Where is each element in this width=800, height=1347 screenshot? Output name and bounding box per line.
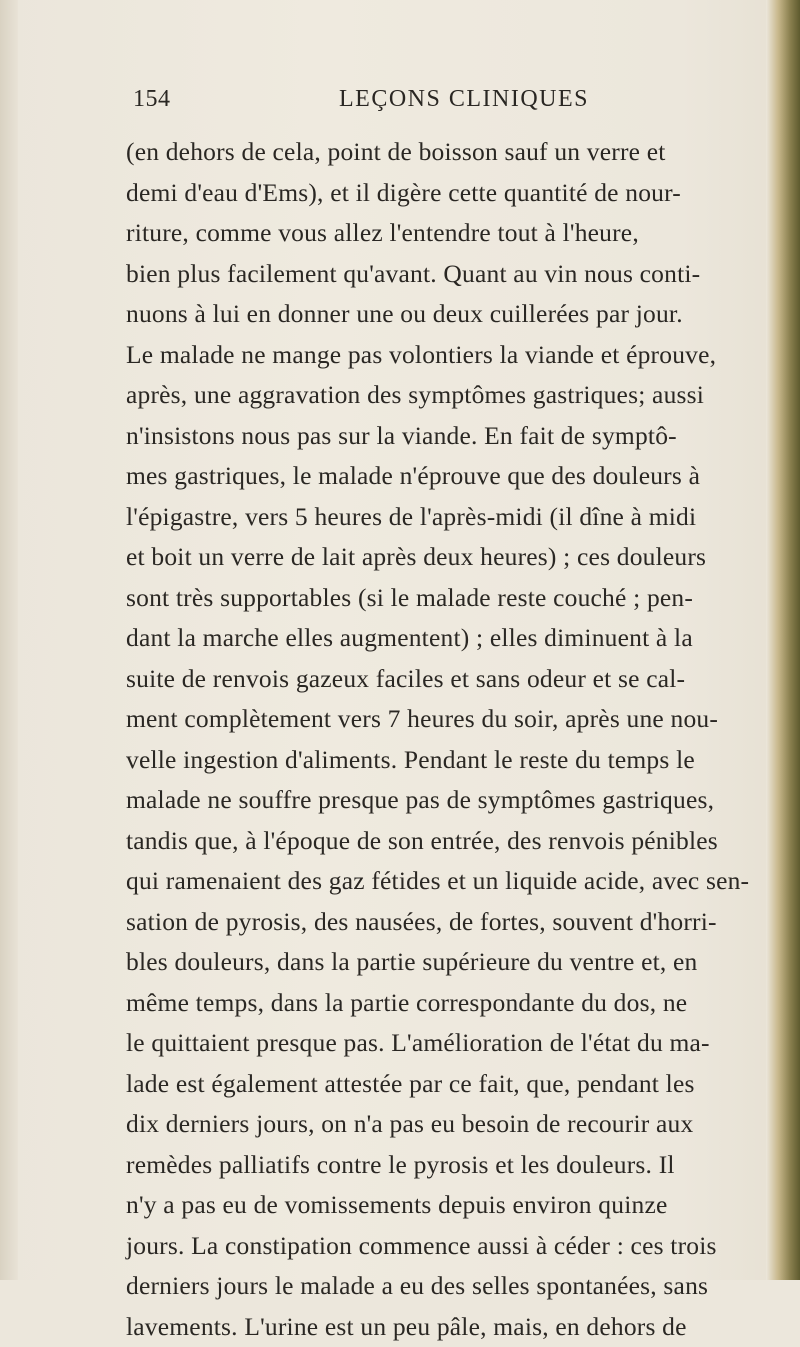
text-line: derniers jours le malade a eu des selles spontanées, sans bbox=[126, 1266, 756, 1307]
text-line: dant la marche elles augmentent) ; elles diminuent à la bbox=[126, 618, 756, 659]
running-title: LEÇONS CLINIQUES bbox=[339, 86, 589, 113]
text-line: remèdes palliatifs contre le pyrosis et les douleurs. Il bbox=[126, 1145, 756, 1186]
page-number: 154 bbox=[133, 86, 171, 113]
text-line: n'insistons nous pas sur la viande. En fait de symptô- bbox=[126, 416, 756, 457]
text-line: demi d'eau d'Ems), et il digère cette quantité de nour- bbox=[126, 173, 756, 214]
text-line: malade ne souffre presque pas de symptômes gastriques, bbox=[126, 780, 756, 821]
text-line: nuons à lui en donner une ou deux cuillerées par jour. bbox=[126, 294, 756, 335]
text-line: le quittaient presque pas. L'amélioration de l'état du ma- bbox=[126, 1023, 756, 1064]
text-line: sation de pyrosis, des nausées, de fortes, souvent d'horri- bbox=[126, 902, 756, 943]
text-line: lavements. L'urine est un peu pâle, mais, en dehors de bbox=[126, 1307, 756, 1347]
page-header bbox=[133, 86, 693, 126]
page-edge-right bbox=[766, 0, 800, 1280]
page-gutter-left bbox=[0, 0, 18, 1280]
text-line: suite de renvois gazeux faciles et sans odeur et se cal- bbox=[126, 659, 756, 700]
text-line: sont très supportables (si le malade reste couché ; pen- bbox=[126, 578, 756, 619]
text-line: tandis que, à l'époque de son entrée, des renvois pénibles bbox=[126, 821, 756, 862]
text-line: Le malade ne mange pas volontiers la viande et éprouve, bbox=[126, 335, 756, 376]
text-line: même temps, dans la partie correspondante du dos, ne bbox=[126, 983, 756, 1024]
text-line: bien plus facilement qu'avant. Quant au vin nous conti- bbox=[126, 254, 756, 295]
text-line: dix derniers jours, on n'a pas eu besoin de recourir aux bbox=[126, 1104, 756, 1145]
text-line: et boit un verre de lait après deux heures) ; ces douleurs bbox=[126, 537, 756, 578]
text-line: ment complètement vers 7 heures du soir, après une nou- bbox=[126, 699, 756, 740]
text-line: après, une aggravation des symptômes gastriques; aussi bbox=[126, 375, 756, 416]
text-line: n'y a pas eu de vomissements depuis environ quinze bbox=[126, 1185, 756, 1226]
text-line: l'épigastre, vers 5 heures de l'après-midi (il dîne à midi bbox=[126, 497, 756, 538]
text-line: bles douleurs, dans la partie supérieure du ventre et, en bbox=[126, 942, 756, 983]
text-line: mes gastriques, le malade n'éprouve que des douleurs à bbox=[126, 456, 756, 497]
text-line: qui ramenaient des gaz fétides et un liquide acide, avec sen- bbox=[126, 861, 756, 902]
text-line: lade est également attestée par ce fait, que, pendant les bbox=[126, 1064, 756, 1105]
text-line: riture, comme vous allez l'entendre tout à l'heure, bbox=[126, 213, 756, 254]
text-line: jours. La constipation commence aussi à céder : ces trois bbox=[126, 1226, 756, 1267]
body-text bbox=[126, 132, 756, 1347]
text-line: (en dehors de cela, point de boisson sauf un verre et bbox=[126, 132, 756, 173]
text-line: velle ingestion d'aliments. Pendant le reste du temps le bbox=[126, 740, 756, 781]
